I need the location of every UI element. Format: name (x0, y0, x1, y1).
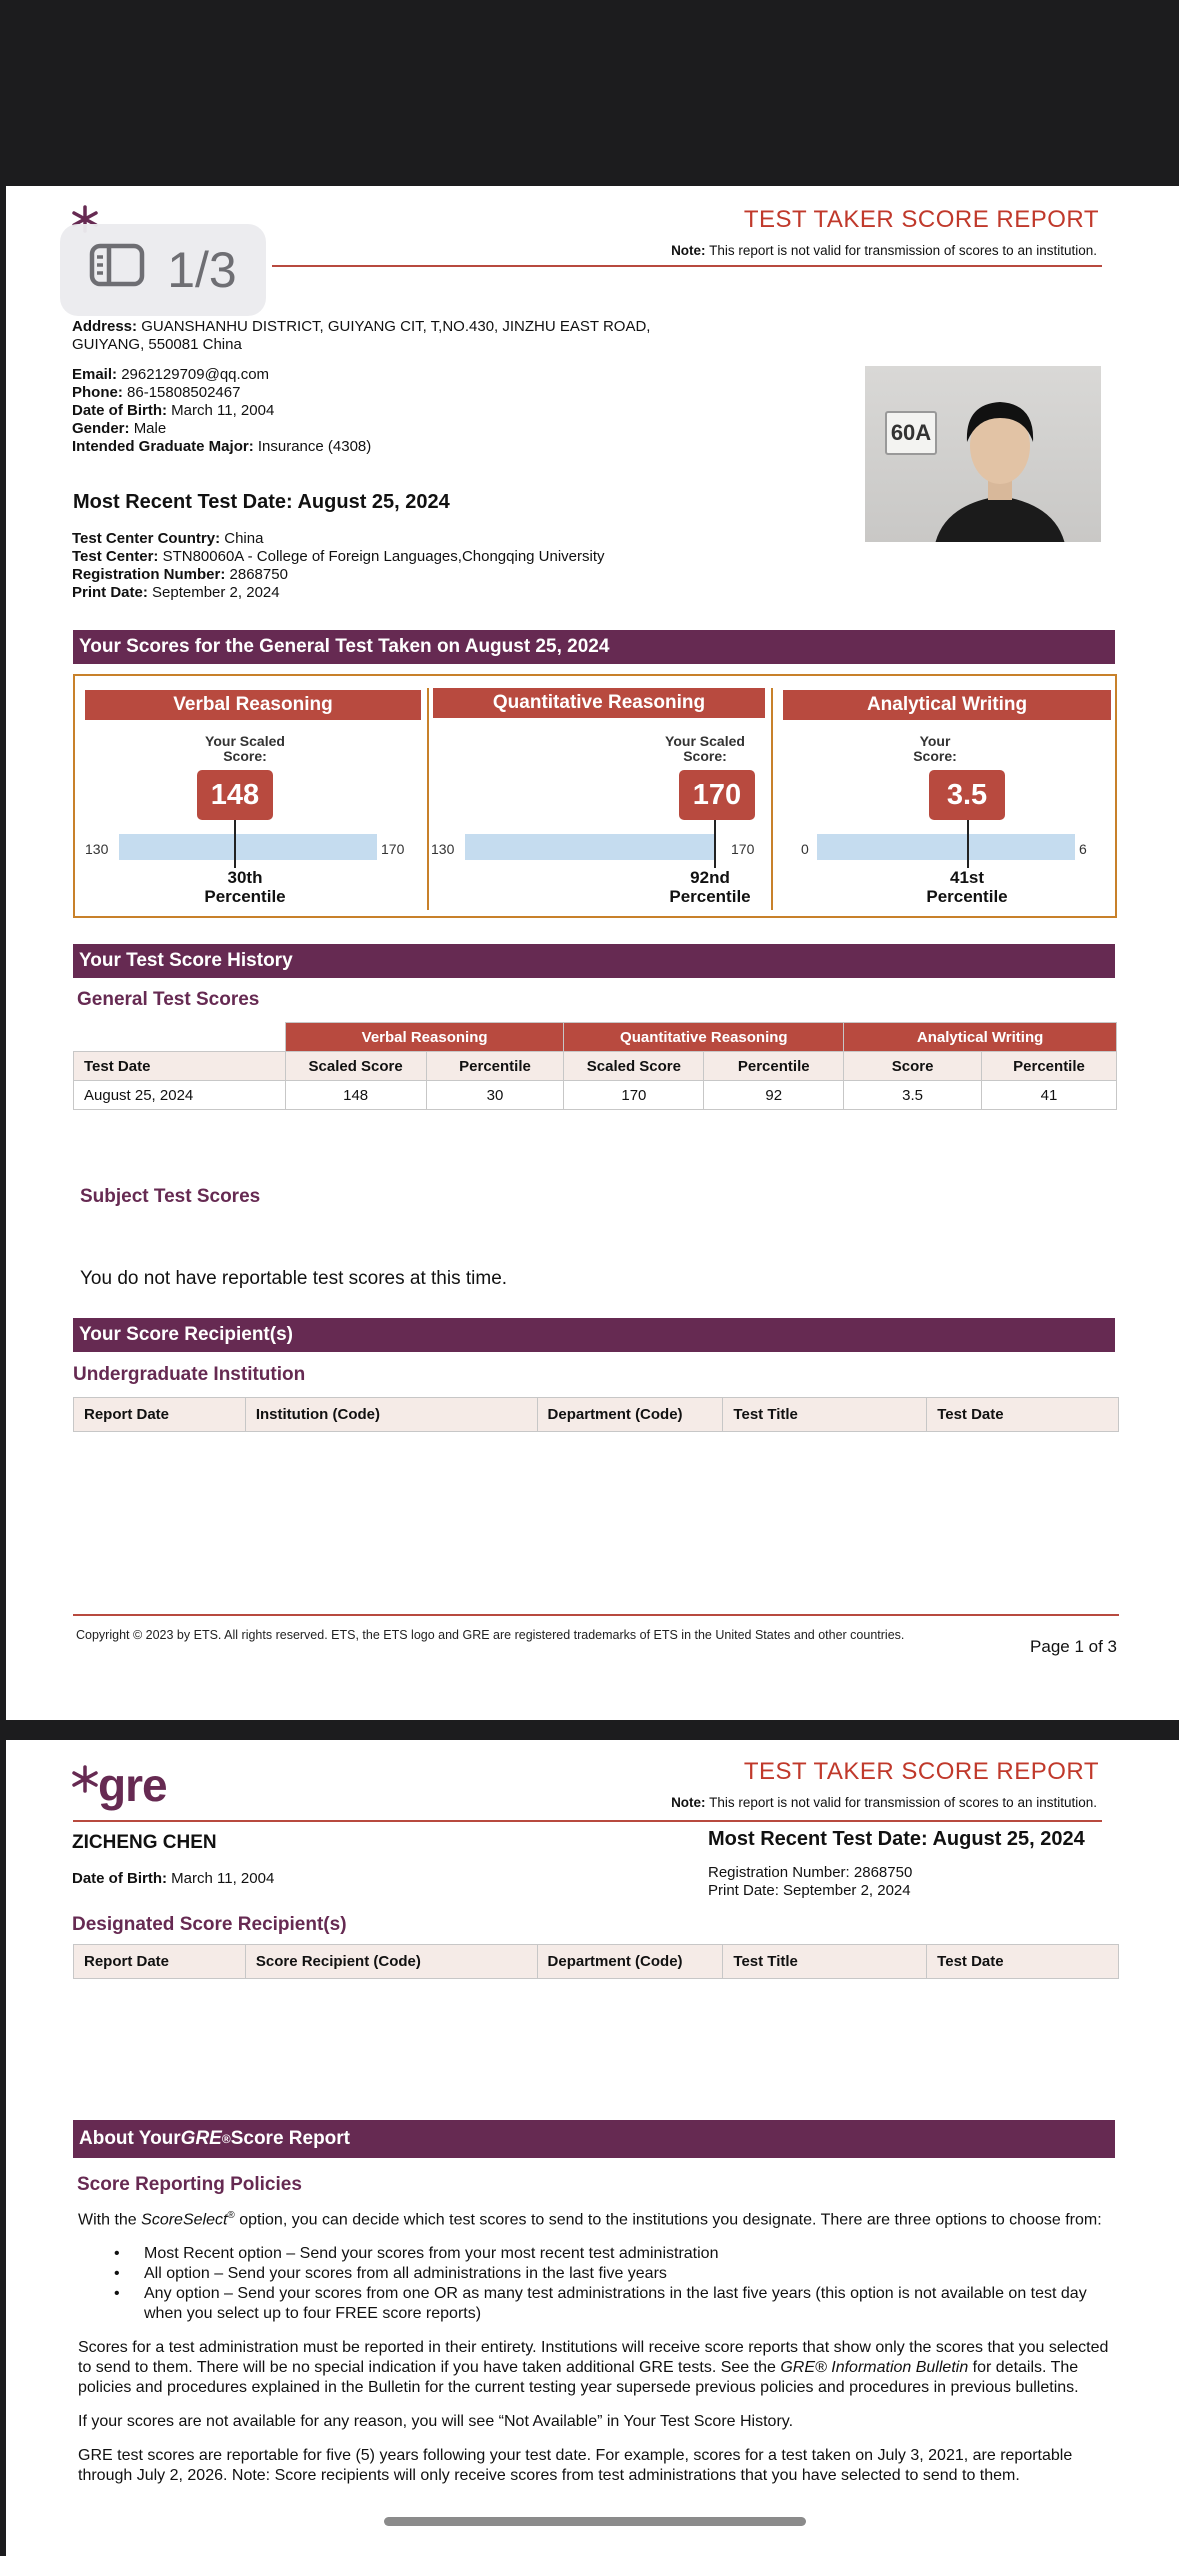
verbal-scale-min: 130 (85, 841, 109, 857)
writing-scale-max: 6 (1079, 841, 1087, 857)
registration-line: Registration Number: 2868750 (708, 1864, 913, 1881)
recipients-table (73, 1397, 1119, 1432)
verbal-scale-bar (119, 834, 377, 860)
candidate-dob: Date of Birth: March 11, 2004 (72, 1870, 275, 1887)
history-group-writing: Analytical Writing (844, 1023, 1117, 1052)
verbal-scale-max: 170 (381, 841, 405, 857)
history-heading-bar: Your Test Score History (73, 944, 1115, 978)
col-quant-scaled: Scaled Score (564, 1052, 704, 1081)
test-center-block: Test Center Country: China Test Center: STN80060A - College of Foreign Languages,Chongqing University Registration Number: 2868750 Print Date: September 2, 2024 (72, 530, 605, 601)
quant-scale-min: 130 (431, 841, 455, 857)
no-scores-message: You do not have reportable test scores at this time. (80, 1268, 508, 1289)
report-page-2 (6, 1740, 1179, 2556)
photo-sign: 60A (885, 411, 937, 455)
score-summary-box (73, 674, 1117, 918)
list-item: • All option – Send your scores from all administrations in the last five years (78, 2264, 1114, 2284)
section-divider (427, 688, 429, 910)
verbal-percentile: 30th Percentile (204, 868, 286, 906)
header-divider (272, 265, 1102, 267)
col-writing-percentile: Percentile (982, 1052, 1117, 1081)
quant-score-badge: 170 (679, 770, 755, 820)
writing-scaled-label: Your Score: (913, 733, 957, 764)
gre-logo: gre (70, 1762, 167, 1808)
col-verbal-scaled: Scaled Score (285, 1052, 426, 1081)
quant-percentile: 92nd Percentile (669, 868, 751, 906)
gre-logo-icon (70, 1764, 100, 1794)
quant-scale-bar (465, 834, 715, 860)
undergrad-institution-heading: Undergraduate Institution (73, 1364, 306, 1385)
list-item: • Any option – Send your scores from one OR as many test administrations in the last five years (this option is not available on test day when you select up to four FREE score reports) (78, 2284, 1114, 2324)
sidebar-icon (89, 241, 145, 299)
report-title: TEST TAKER SCORE REPORT (743, 206, 1099, 233)
quant-score-marker (714, 820, 716, 868)
verbal-score-marker (234, 820, 236, 868)
score-reporting-policies-heading: Score Reporting Policies (77, 2174, 302, 2195)
quant-section-header: Quantitative Reasoning (433, 688, 765, 718)
writing-scale-min: 0 (801, 841, 809, 857)
email-value: 2962129709@qq.com (121, 366, 270, 383)
table-row: August 25, 2024 148 30 170 92 3.5 41 (74, 1081, 1117, 1110)
verbal-section-header: Verbal Reasoning (85, 690, 421, 720)
list-item: • Most Recent option – Send your scores from your most recent test administration (78, 2244, 1114, 2264)
score-history-table (73, 1022, 1117, 1110)
candidate-name: ZICHENG CHEN (72, 1832, 217, 1853)
writing-scale-bar (817, 834, 1075, 860)
designated-recipients-heading: Designated Score Recipient(s) (72, 1914, 347, 1935)
col-writing-score: Score (844, 1052, 982, 1081)
scroll-indicator[interactable] (384, 2517, 806, 2526)
contact-block: Email: 2962129709@qq.com Phone: 86-15808502467 Date of Birth: March 11, 2004 Gender: Male Intended Graduate Major: Insurance (4308) (72, 366, 372, 455)
header-divider (73, 1820, 1102, 1822)
col-department: Department (Code) (537, 1398, 723, 1432)
writing-score-marker (967, 820, 969, 868)
address-block: Address: GUANSHANHU DISTRICT, GUIYANG CIT, T,NO.430, JINZHU EAST ROAD, GUIYANG, 550081 China (72, 318, 651, 353)
report-title: TEST TAKER SCORE REPORT (743, 1758, 1099, 1785)
report-note: Note: This report is not valid for transmission of scores to an institution. (671, 243, 1097, 258)
designated-recipients-table: Report Date Score Recipient (Code) Department (Code) Test Title Test Date (73, 1944, 1119, 1979)
writing-percentile: 41st Percentile (926, 868, 1008, 906)
policies-body: With the ScoreSelect® option, you can decide which test scores to send to the institutions you designate. There are three options to choose from: • Most Recent option – Send your scores from your most recent test administration • All option – Send your scores from all administrations in the last five years • Any option – Send your scores from one OR as many test administrations in the last five years (this option is not available on test day when you select up to four FREE score reports) Scores for a test administration must be reported in their entirety. Institutions will receive score reports that show only the scores that you selected to send to them. There will be no special indication if you have taken additional GRE tests. See the GRE® Information Bulletin for details. The policies and procedures explained in the Bulletin for the current testing year supersede previous policies and procedures in previous bulletins. If your scores are not available for any reason, you will see “Not Available” in Your Test Score History. GRE test scores are reportable for five (5) years following your test date. For example, scores for a test taken on July 3, 2021, are reportable through July 2, 2026. Note: Score recipients will only receive scores from test administrations that you have selected to send to them. (78, 2206, 1114, 2486)
recent-test-date-heading: Most Recent Test Date: August 25, 2024 (73, 491, 450, 513)
verbal-score-badge: 148 (197, 770, 273, 820)
page-indicator-text: 1/3 (167, 242, 237, 298)
writing-score-badge: 3.5 (929, 770, 1005, 820)
subject-test-scores-heading: Subject Test Scores (80, 1186, 261, 1207)
col-verbal-percentile: Percentile (426, 1052, 564, 1081)
section-divider (771, 688, 773, 910)
col-test-date: Test Date (927, 1398, 1119, 1432)
options-list (78, 2244, 1114, 2324)
col-test-date: Test Date (74, 1052, 286, 1081)
footer-divider (73, 1614, 1119, 1616)
copyright-text: Copyright © 2023 by ETS. All rights reserved. ETS, the ETS logo and GRE are registered trademarks of ETS in the United States and other countries. (76, 1628, 905, 1642)
col-quant-percentile: Percentile (704, 1052, 844, 1081)
col-institution: Institution (Code) (245, 1398, 537, 1432)
quant-scale-max: 170 (731, 841, 755, 857)
report-page-1 (6, 186, 1179, 1720)
about-heading-bar: About Your GRE ® Score Report (73, 2120, 1115, 2158)
writing-section-header: Analytical Writing (783, 690, 1111, 720)
report-note: Note: This report is not valid for transmission of scores to an institution. (671, 1795, 1097, 1810)
quant-scaled-label: Your Scaled Score: (665, 733, 745, 764)
print-date-line: Print Date: September 2, 2024 (708, 1882, 911, 1899)
col-test-title: Test Title (723, 1398, 927, 1432)
history-group-quant: Quantitative Reasoning (564, 1023, 844, 1052)
candidate-photo (865, 366, 1101, 542)
page-number: Page 1 of 3 (1030, 1637, 1117, 1656)
recent-test-date-heading: Most Recent Test Date: August 25, 2024 (708, 1828, 1085, 1850)
scores-heading-bar: Your Scores for the General Test Taken on August 25, 2024 (73, 630, 1115, 664)
recipients-heading-bar: Your Score Recipient(s) (73, 1318, 1115, 1352)
col-report-date: Report Date (74, 1398, 246, 1432)
general-test-scores-heading: General Test Scores (77, 989, 260, 1010)
page-indicator-badge[interactable] (60, 224, 266, 316)
verbal-scaled-label: Your Scaled Score: (205, 733, 285, 764)
history-group-verbal: Verbal Reasoning (285, 1023, 564, 1052)
